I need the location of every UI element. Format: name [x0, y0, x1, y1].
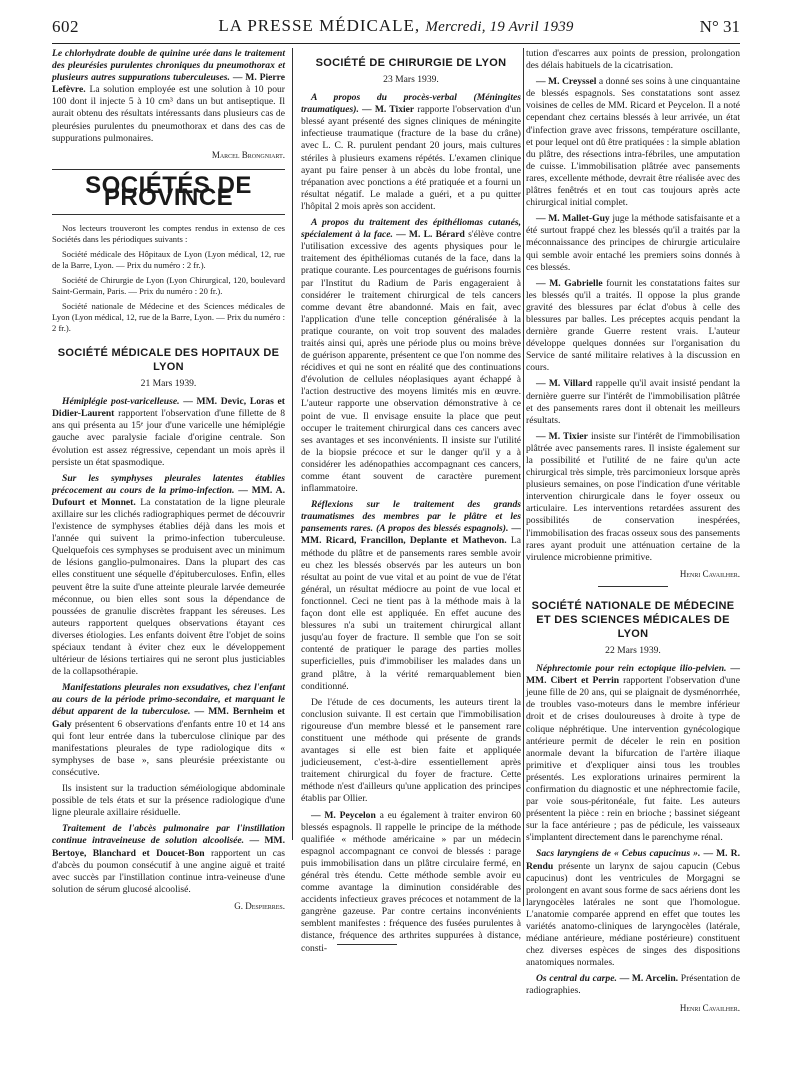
article-title: Hémiplégie post-varicelleuse. — [62, 396, 180, 408]
article-authors: — MM. Ricard, Francillon, Deplante et Mathevon. — [301, 523, 521, 547]
intro-article — [52, 48, 285, 145]
discussion-text: rappelle qu'il avait insisté pendant la dernière guerre sur l'intérêt de l'immobilisation plâtrée et des pansements rares dont il obtenait les meilleurs résultats. — [526, 378, 740, 426]
discussant: — M. Tixier — [536, 430, 588, 442]
column-1 — [52, 48, 285, 918]
intro-title: Le chlorhydrate double de quinine urée dans le traitement des pleurésies purulentes chroniques du pneumothorax et plusieurs autres suppurations tuberculeuses. — [52, 48, 285, 84]
signature: Henri Cavailher. — [679, 1002, 740, 1013]
article-manifestations — [52, 682, 285, 779]
article-title: Sur les symphyses pleurales latentes établies précocement au cours de la primo-infection. — [52, 472, 285, 496]
article-text: rapportent un cas d'abcès du poumon consécutif à une angine aiguë et traité avec succès par l'instillation continue intra-veineuse d'une solution de sérum glucosé alcoolisé. — [52, 847, 285, 895]
discussion-text: juge la méthode satisfaisante et a été surtout frappé chez les blessés qu'il a traités par la méconnaissance des principes de chirurgie articulaire qui semble avoir entaché les premiers soins donnés à ces blessés. — [526, 213, 740, 273]
article-title: Traitement de l'abcès pulmonaire par l'instillation continue intraveineuse de solution alcoolisée. — [52, 823, 285, 847]
discussion-text: fournit les constatations faites sur les blessés qu'il a traités. Il oppose la plus grande gravité des blessures par éclat d'obus à celle des blessures par balles. Les préceptes acquis pendant la dernière grande Guerre restent vrais. L'auteur développe quelques données sur l'organisation du Service de santé militaire relatives à la discussion en cours. — [526, 277, 740, 374]
intro-text: La solution employée est une solution à 10 pour 100 dont il injecte 5 à 10 cm³ dans un but antiseptique. Il aurait obtenu des résultats intéressants dans plusieurs cas de pleurésies purulentes du pneumothorax et dans des cas de suppurations pulmonaires. — [52, 84, 285, 144]
article-authors: — M. Tixier — [362, 104, 415, 116]
column-3 — [526, 48, 740, 1020]
article-title: Os central du carpe. — [536, 973, 617, 985]
intro-author: — M. Pierre Lefèvre. — [52, 72, 286, 96]
article-hemiplegie — [52, 396, 285, 469]
society-date: 21 Mars 1939. — [140, 378, 197, 390]
discussion-creyssel — [526, 76, 740, 209]
page-header — [52, 15, 740, 44]
section-rule-bottom — [52, 214, 285, 215]
article-authors: — M. Peycelon — [311, 809, 376, 821]
discussion-mallet-guy — [526, 213, 740, 273]
article-text: La méthode du plâtre et de pansements rares semble avoir eu chez les blessés observés par les auteurs un bon résultat au point de vue vital et au point de vue de l'état général, un résultat médiocre au point de vue local et fonctionnel. Ceci ne tient pas à la méthode mais à la façon dont elle est appliquée. En effet aucune des blessures n'a subi un traitement chirurgical allant jusqu'au foyer de fracture. Il semble que l'on se soit contenté de pratiquer le parage des parties molles superficielles, puis d'immobiliser les malades dans un grand plâtre, à la vérité remarquablement bien conditionné. — [301, 535, 521, 692]
discussion-tixier — [526, 431, 740, 564]
column-2 — [301, 48, 521, 959]
periodicals-note: Nos lecteurs trouveront les comptes rendus in extenso de ces Sociétés dans les périodiques suivants : — [52, 223, 285, 245]
signature: Henri Cavailher. — [679, 568, 740, 579]
periodical-1: Société médicale des Hôpitaux de Lyon (Lyon médical, 12, rue de la Barre, Lyon. — Prix du numéro : 2 fr.). — [52, 249, 285, 271]
article-abces — [52, 823, 285, 896]
article-authors: — MM. Cibert et Perrin — [526, 663, 741, 687]
article-title: A propos du procès-verbal (Méningites traumatiques). — [301, 92, 521, 116]
article-text: s'élève contre l'utilisation excessive des agents physiques pour le traitement des épithéliomas cutanés de la face, dans la pratique courante. Les pourcentages de guérisons fournis par l'Institut du Radium de Paris engageraient à considérer le traitement chirurgical de tels cancers comme devant être abandonné. Mais en fait, avec l'application d'une telle conception généralisée à la pratique courante, on voit trop souvent des malades traités ainsi qui, après une période plus ou moins brève de guérison apparente, présentent ce que l'on nomme des récidives et qui ne sont en réalité que des continuations d'évolution de cellules néoplasiques ayant échappé à l'action destructive des moyens limités mis en œuvre. L'auteur rapporte une observation démonstrative à ce point de vue. Il envisage ensuite la place que peut occuper le traitement chirurgical dans ces cancers avec ses avantages et ses inconvénients. Il insiste sur l'utilité de la biopsie précoce et sur le danger qu'il y a à considérer les adénopathies accompagnant ces cancers, comme étant souvent de caractère purement inflammatoire. — [301, 229, 521, 495]
discussant: — M. Creyssel — [536, 76, 597, 88]
column-divider-1 — [292, 48, 293, 840]
intro-signature: Marcel Brongniart. — [211, 149, 285, 160]
discussant: — M. Gabrielle — [536, 277, 603, 289]
issue-date: Mercredi, 19 Avril 1939 — [425, 19, 574, 35]
article-title: Néphrectomie pour rein ectopique ilio-pelvien. — [536, 663, 727, 675]
article-text: rapportent l'observation d'une fillette de 8 ans qui présenta au 15ᵉ jour d'une varicelle une hémiplégie gauche avec paralysie faciale d'origine centrale. Son évolution est assez régressive, cependant un mois après il persiste un état spasmodique. — [52, 408, 285, 468]
section-rule-top — [52, 169, 285, 170]
article-os-central — [526, 973, 740, 997]
journal-title-line — [52, 16, 740, 36]
column-divider-2 — [523, 48, 524, 906]
bottom-rule — [337, 944, 397, 945]
periodical-3: Société nationale de Médecine et des Sciences médicales de Lyon (Lyon médical, 12, rue de la Barre, Lyon. — Prix du numéro : 2 fr.). — [52, 301, 285, 334]
article-meningites — [301, 92, 521, 213]
article-text: rapporte l'observation d'un blessé ayant présenté des signes cliniques de méningite infectieuse traumatique (fracture de la base du crâne) avec L. C. R. purulent pendant 20 jours, mais cultures stériles à plusieurs examens répétés. L'examen clinique ayant pu faire penser à un abcès du lobe frontal, une trépanation avec ponctions a été pratiquée et a fourni un résultat négatif. Le malade a guéri, et a pu quitter l'hôpital 2 mois après son accident. — [301, 104, 521, 212]
article-symphyses — [52, 473, 285, 679]
article-traumatismes-cont: De l'étude de ces documents, les auteurs tirent la conclusion suivante. Il est certain que l'immobilisation rigoureuse d'un membre blessé et le pansement rare constituent une méthode qui présente de grands avantages si elle est bien faite et appliquée judicieusement, c'est-à-dire essentiellement après traitement chirurgical du foyer de fracture. Cette méthode n'est d'ailleurs qu'une application des principes établis par Ollier. — [301, 696, 521, 805]
section-signature: G. Despierres. — [234, 900, 285, 911]
article-title: Manifestations pleurales non exsudatives, chez l'enfant au cours de la période primo-secondaire, et marquant le début apparent de la tuberculose. — [52, 682, 285, 718]
article-authors: — MM. A. Dufourt et Monnet. — [52, 484, 285, 508]
article-text: La constatation de la ligne pleurale axillaire sur les clichés radiographiques permet de découvrir l'existence de symphyses établies déjà dans les mois et l'année qui suivent la primo-infection tuberculeuse. Quelquefois ces symphyses se produisent avec un minimum de lésions ganglio-pulmonaires. Dans la plupart des cas elles constituent une séquelle d'épituberculoses. Enfin, elles peuvent être la suite d'une atteinte pleurale larvée demeurée méconnue, ou bien elles sont sous la dépendance de poussées de granulie discrètes frappant les séreuses. Les auteurs rapportent quelques observations étayant ces diverses étiologies. Les enfants doivent être l'objet de soins spéciaux tendant à éviter chez eux le développement ultérieur de lésions tertiaires qui ne seront plus justiciables de la collapsothérapie. — [52, 496, 286, 678]
article-sacs-laryngiens — [526, 848, 740, 969]
discussant: — M. Mallet-Guy — [536, 213, 610, 225]
article-traumatismes — [301, 499, 521, 693]
article-authors: — MM. Devic, Loras et Didier-Laurent — [52, 396, 285, 420]
discussant: — M. Villard — [536, 378, 593, 390]
article-title: Sacs laryngiens de « Cebus capucinus ». — [536, 848, 701, 860]
discussion-text: a donné ses soins à une cinquantaine de blessés espagnols. Ses constatations sont assez voisines de celles de MM. Ricard et Peycelon. Il a noté cependant chez certains blessés à leur arrivée, un état d'infection grave avec frissons, température oscillante, et pour lequel ont dû être pratiquées : la simple ablation du plâtre, des résections intra-fébriles, une amputation de cuisse. L'immobilisation plâtrée avec pansements rares, excellente méthode, devrait être réalisée avec des plâtres fenêtrés et en tout cas toujours après acte chirurgical initial complet. — [526, 76, 740, 209]
society-heading: SOCIÉTÉ MÉDICALE DES HOPITAUX DE LYON — [57, 347, 280, 374]
page-number: 602 — [52, 17, 79, 36]
continuation-text: tution d'escarres aux points de pression, prolongation des délais habituels de la cicatrisation. — [526, 48, 740, 72]
article-text: Présentation de radiographies. — [526, 973, 740, 997]
section-title: SOCIÉTÉS DE PROVINCE — [85, 171, 252, 211]
article-text: a eu également à traiter environ 60 blessés espagnols. Il rappelle le principe de la méthode qualifiée « méthode américaine » par un médecin espagnol accompagnant ce convoi de blessés : parage puis immobilisation dans un plâtre circulaire fermé, en général très étendu. Cette méthode semble avoir eu comme avantage la diminution considérable des accidents infectieux graves précoces et notamment de la gangrène gazeuse. Par contre certains inconvénients semblent manifestes : fréquence des fusées purulentes à distance, fréquence des arthrites suppurées à distance, consti- — [301, 809, 522, 954]
article-title: A propos du traitement des épithéliomas cutanés, spécialement à la face. — [301, 217, 521, 241]
article-text: présente un larynx de sajou capucin (Cebus capucinus) dont les ventricules de Morgagni se prolongent en avant sous forme de sacs aériens dont les laryngocèles latérales ne sont que l'homologue. L'anatomie comparée apprend en effet que toutes les variétés anatomo-cliniques de laryngocèles (latérale, médiane antérieure, médiane postérieure) constituent chez diverses espèces de singes des dispositions anatomiques normales. — [526, 860, 740, 969]
journal-name: LA PRESSE MÉDICALE, — [218, 16, 421, 35]
discussion-text: insiste sur l'intérêt de l'immobilisation plâtrée avec pansements rares. Il insiste également sur la possibilité et l'utilité de ne faire qu'un acte chirurgical très simple, très parcimonieux lorsque après plusieurs semaines, on pose l'indication d'une véritable intervention chirurgicale dans le foyer osseux ou articulaire. Les interventions retardées assurent des possibilités de conservation inespérées, l'immobilisation des fracas osseux sous des pansements rares ayant produit une atténuation certaine de la virulence microbienne primitive. — [526, 430, 740, 563]
article-title: Réflexions sur le traitement des grands traumatismes des membres par le plâtre et les pansements rares. (A propos des blessés espagnols). — [301, 499, 521, 535]
issue-number: N° 31 — [699, 17, 740, 36]
periodical-2: Société de Chirurgie de Lyon (Lyon Chirurgical, 120, boulevard Saint-Germain, Paris. — Prix du numéro : 20 fr.). — [52, 275, 285, 297]
article-manifestations-cont: Ils insistent sur la traduction séméiologique abdominale possible de tels états et sur la présence radiologique d'une ligne pleurale axillaire résiduelle. — [52, 783, 285, 819]
article-authors: — M. L. Bérard — [396, 229, 465, 241]
society-heading: SOCIÉTÉ DE CHIRURGIE DE LYON — [315, 57, 507, 69]
discussion-villard — [526, 378, 740, 426]
society-date: 23 Mars 1939. — [383, 74, 439, 85]
article-authors: — MM. Bernheim et Galy — [52, 706, 285, 730]
article-authors: — MM. Bertoye, Blanchard et Doucet-Bon — [52, 835, 285, 859]
article-text: présentent 6 observations d'enfants entre 10 et 14 ans qui font leur entrée dans la tuberculose clinique par des manifestations pleurales de type radiologique dits « symphyses de base », sans pleurésie préexistante ou consécutive. — [52, 718, 285, 778]
article-nephrectomie — [526, 663, 740, 844]
article-peycelon — [301, 810, 521, 955]
article-text: rapportent l'observation d'une jeune fille de 20 ans, qui se plaignait de dysménorrhée, de troubles vaso-moteurs dans le membre inférieur droit et de crises douloureuses à droite à type de colique néphrétique. Une intervention gynécologique antérieure permit de déceler le rein en position anormale devant la bifurcation de l'artère iliaque primitive et d'expliquer ainsi tous les troubles présentés. Les explorations urinaires permirent la confirmation du diagnostic et une néphrectomie facile, par voie sous-péritonéale, fut faite. Les auteurs présentent la pièce : rein en brioche ; bassinet siégeant sur la face antérieure ; pas de pédicule, les vaisseaux s'implantent directement dans le parenchyme rénal. — [526, 675, 740, 844]
society-heading: SOCIÉTÉ NATIONALE DE MÉDECINE ET DES SCIENCES MÉDICALES DE LYON — [531, 599, 735, 640]
discussion-gabrielle — [526, 278, 740, 375]
article-authors: — M. R. Rendu — [526, 848, 740, 872]
society-date: 22 Mars 1939. — [605, 644, 661, 656]
article-authors: — M. Arcelin. — [619, 973, 679, 985]
article-epitheliomas — [301, 217, 521, 495]
section-rule — [598, 586, 668, 587]
